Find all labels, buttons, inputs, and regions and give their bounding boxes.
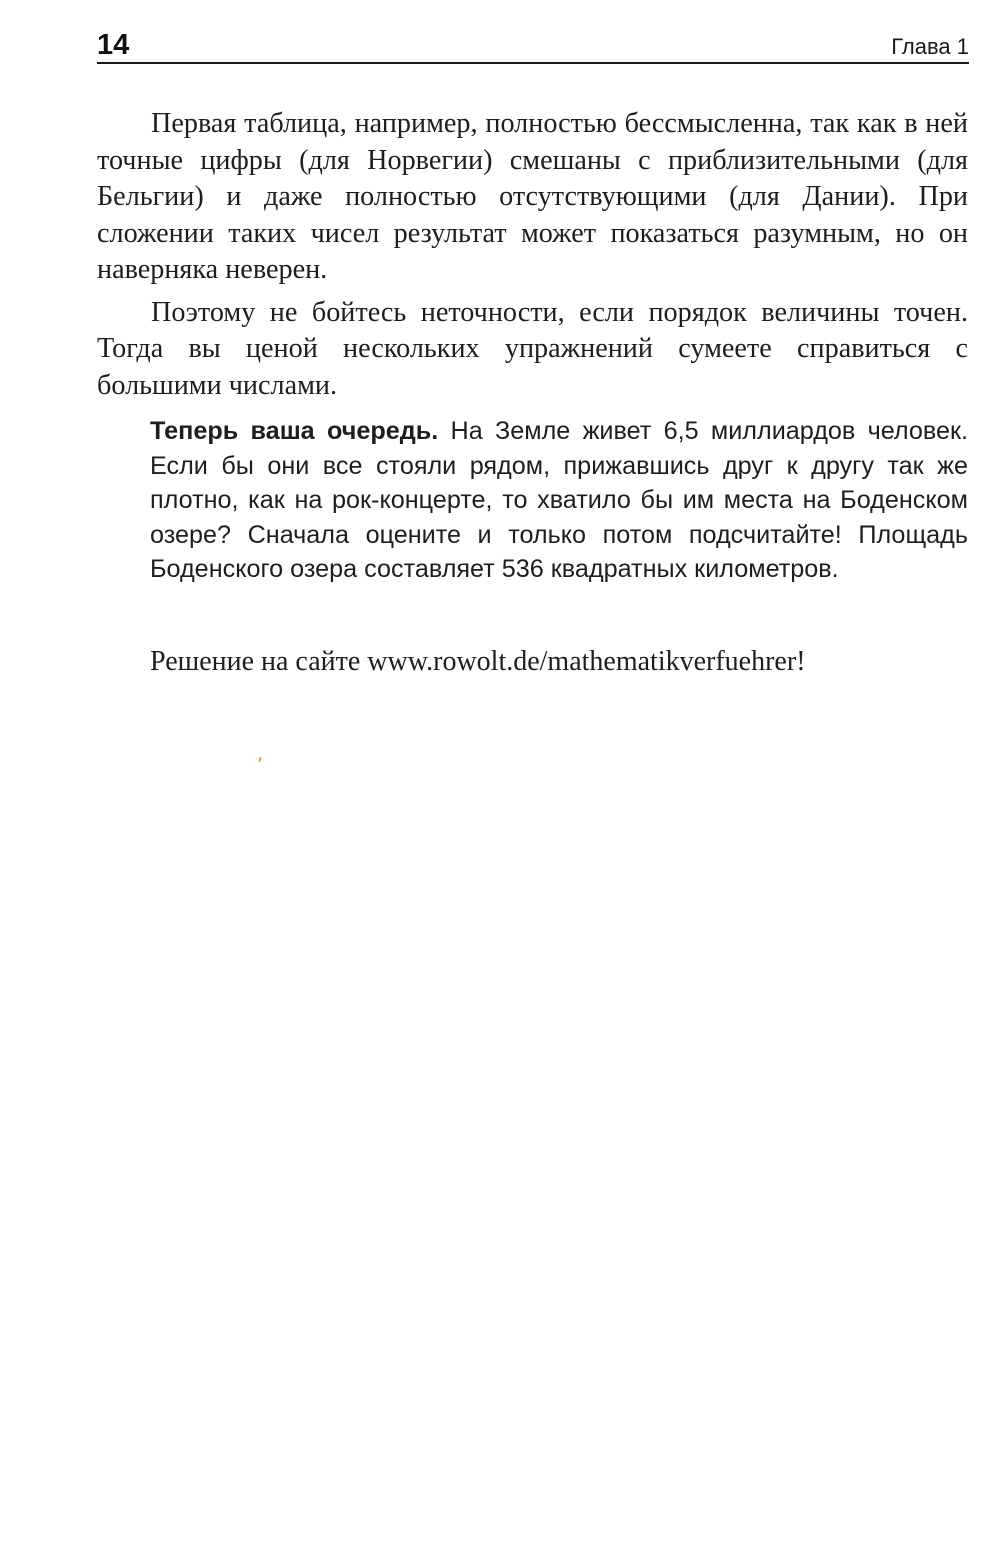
paragraph-table-critique: Первая таблица, например, полностью бессмысленна, так как в ней точные цифры (для Норвегии) смешаны с приблизительными (для Бельгии) и даже полностью отсутствующими (для Дании). При сложении таких чисел результат может показаться разумным, но он наверняка неверен. <box>97 108 968 285</box>
paragraph-precision-advice: Поэтому не бойтесь неточности, если порядок величины точен. Тогда вы ценой нескольких упражнений сумеете справиться с большими числами. <box>97 296 968 401</box>
solution-note: Решение на сайте www.rowolt.de/mathematikverfuehrer! <box>150 646 806 677</box>
exercise-lead: Теперь ваша очередь. <box>150 417 439 445</box>
ink-speck <box>258 757 261 762</box>
main-text <box>97 106 968 404</box>
exercise-paragraph <box>150 414 968 587</box>
header-rule <box>97 62 969 64</box>
exercise-block <box>150 414 968 587</box>
exercise-text: На Земле живет 6,5 миллиардов человек. Если бы они все стояли рядом, прижавшись друг к другу так же плотно, как на рок-концерте, то хватило бы им места на Боденском озере? Сначала оцените и только потом подсчитайте! Площадь Боденского озера составляет 536 квадратных километров. <box>150 417 968 584</box>
page-header <box>97 30 969 66</box>
page-number: 14 <box>97 29 130 61</box>
chapter-running-head: Глава 1 <box>891 34 969 59</box>
